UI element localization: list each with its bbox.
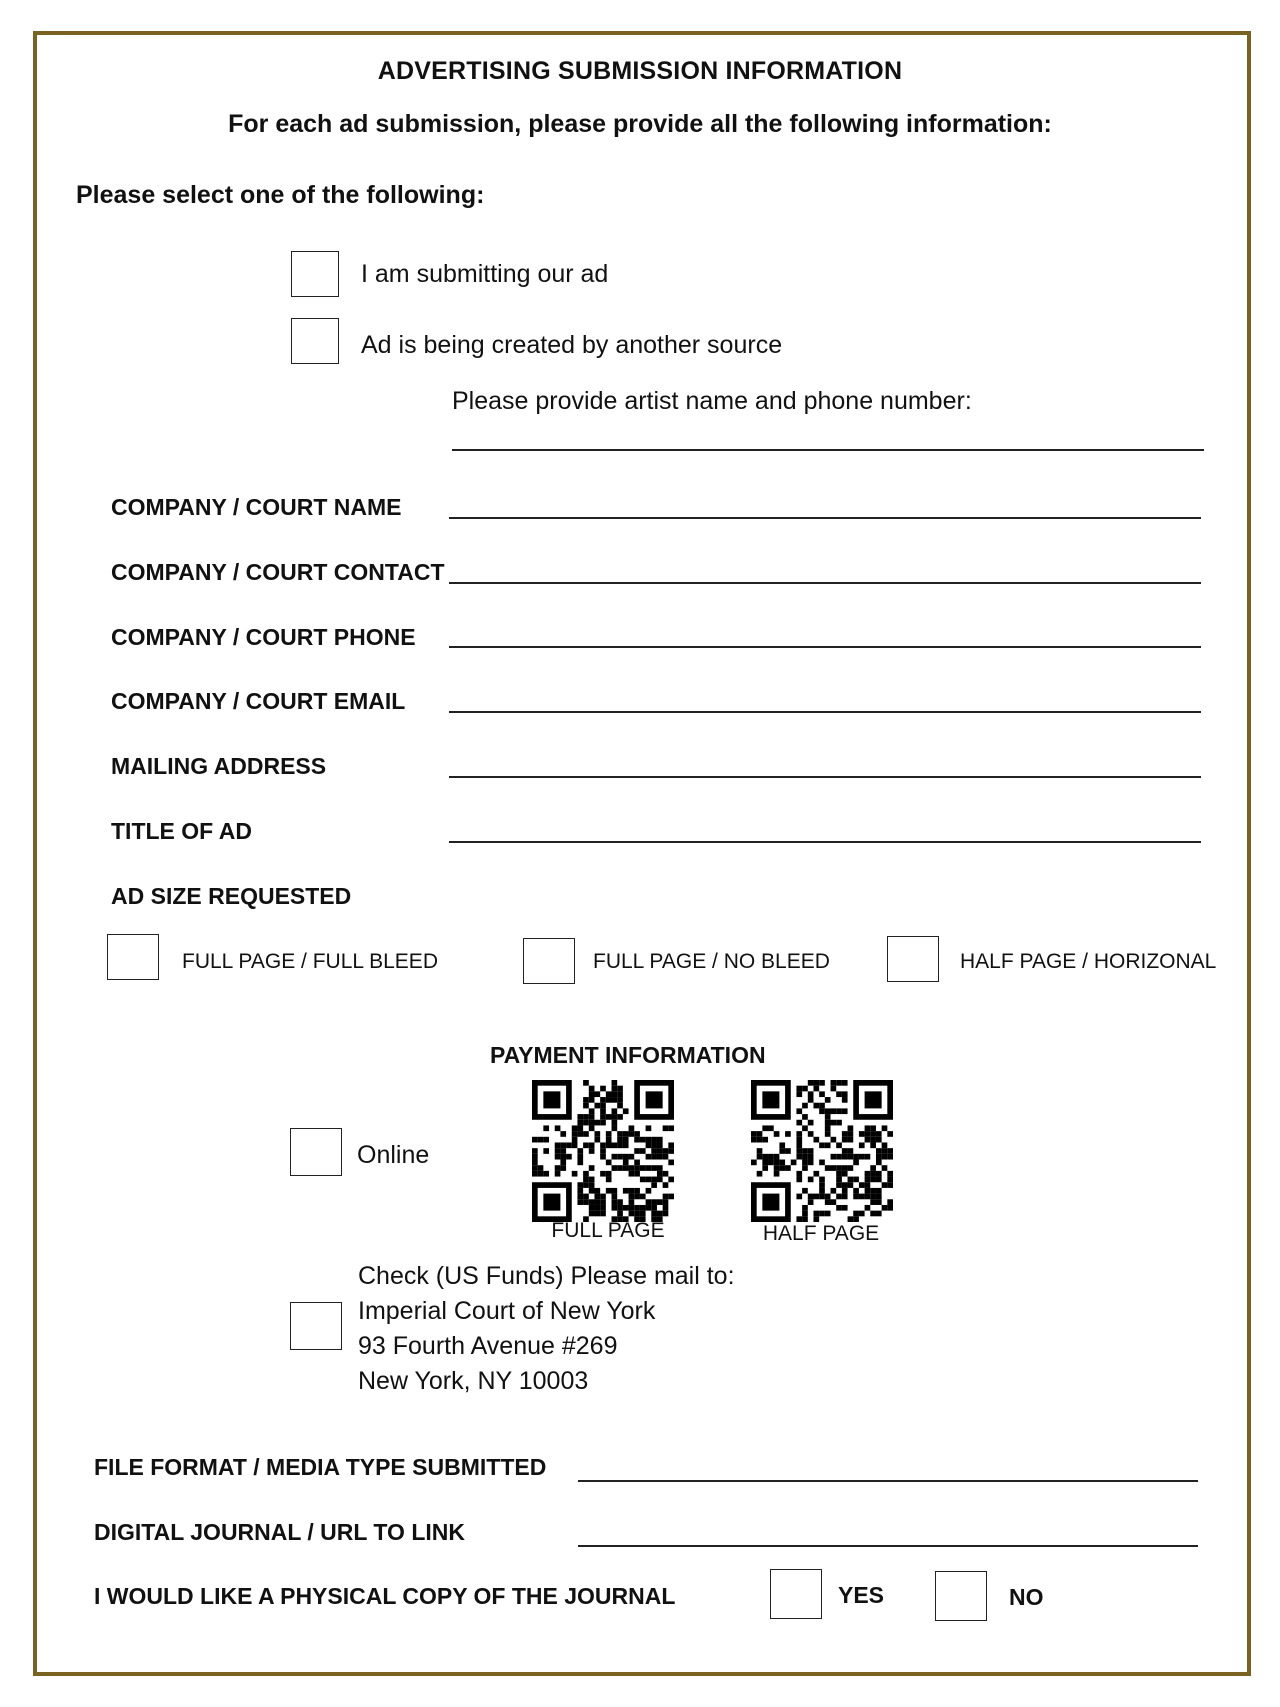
check-payment-checkbox[interactable] xyxy=(290,1302,342,1350)
qr-code-icon[interactable] xyxy=(532,1080,674,1222)
company-name-label: COMPANY / COURT NAME xyxy=(111,494,402,520)
artist-info-line[interactable] xyxy=(452,449,1204,451)
submitting-own-ad-label: I am submitting our ad xyxy=(361,260,609,288)
title-of-ad-label: TITLE OF AD xyxy=(111,818,252,844)
submitting-own-ad-checkbox[interactable] xyxy=(291,251,339,297)
company-phone-line[interactable] xyxy=(449,646,1201,648)
half-page-horizontal-label: HALF PAGE / HORIZONAL xyxy=(960,950,1217,973)
mailing-address-label: MAILING ADDRESS xyxy=(111,753,327,779)
full-page-full-bleed-label: FULL PAGE / FULL BLEED xyxy=(182,950,438,973)
full-page-no-bleed-checkbox[interactable] xyxy=(523,938,575,984)
digital-journal-line[interactable] xyxy=(578,1545,1198,1547)
check-line-1: Check (US Funds) Please mail to: xyxy=(358,1262,735,1290)
company-contact-label: COMPANY / COURT CONTACT xyxy=(111,559,445,585)
online-payment-checkbox[interactable] xyxy=(290,1128,342,1176)
physical-copy-no-checkbox[interactable] xyxy=(935,1571,987,1621)
company-email-line[interactable] xyxy=(449,711,1201,713)
physical-copy-no-label: NO xyxy=(1009,1584,1044,1610)
file-format-label: FILE FORMAT / MEDIA TYPE SUBMITTED xyxy=(94,1454,547,1480)
company-contact-line[interactable] xyxy=(449,582,1201,584)
company-email-label: COMPANY / COURT EMAIL xyxy=(111,688,406,714)
physical-copy-label: I WOULD LIKE A PHYSICAL COPY OF THE JOURNAL xyxy=(94,1583,676,1609)
check-line-3: 93 Fourth Avenue #269 xyxy=(358,1332,618,1360)
ad-by-another-source-label: Ad is being created by another source xyxy=(361,331,783,359)
physical-copy-yes-label: YES xyxy=(838,1582,885,1608)
online-payment-label: Online xyxy=(357,1141,430,1169)
full-page-no-bleed-label: FULL PAGE / NO BLEED xyxy=(593,950,830,973)
page-border xyxy=(33,31,1251,1676)
half-page-horizontal-checkbox[interactable] xyxy=(887,936,939,982)
company-name-line[interactable] xyxy=(449,517,1201,519)
artist-prompt: Please provide artist name and phone number: xyxy=(452,387,972,415)
company-phone-label: COMPANY / COURT PHONE xyxy=(111,624,416,650)
qr-code-icon[interactable] xyxy=(751,1080,893,1222)
mailing-address-line[interactable] xyxy=(449,776,1201,778)
check-line-4: New York, NY 10003 xyxy=(358,1367,589,1395)
qr-half-page-caption: HALF PAGE xyxy=(762,1222,880,1245)
qr-full-page-caption: FULL PAGE xyxy=(551,1219,665,1242)
form-title: ADVERTISING SUBMISSION INFORMATION xyxy=(377,57,903,85)
title-of-ad-line[interactable] xyxy=(449,841,1201,843)
ad-size-label: AD SIZE REQUESTED xyxy=(111,883,352,909)
file-format-line[interactable] xyxy=(578,1480,1198,1482)
payment-title: PAYMENT INFORMATION xyxy=(490,1042,766,1068)
ad-by-another-source-checkbox[interactable] xyxy=(291,318,339,364)
digital-journal-label: DIGITAL JOURNAL / URL TO LINK xyxy=(94,1519,465,1545)
form-instructions: For each ad submission, please provide all the following information: xyxy=(228,110,1052,138)
full-page-full-bleed-checkbox[interactable] xyxy=(107,934,159,980)
physical-copy-yes-checkbox[interactable] xyxy=(770,1569,822,1619)
check-line-2: Imperial Court of New York xyxy=(358,1297,656,1325)
selection-prompt: Please select one of the following: xyxy=(76,181,485,209)
